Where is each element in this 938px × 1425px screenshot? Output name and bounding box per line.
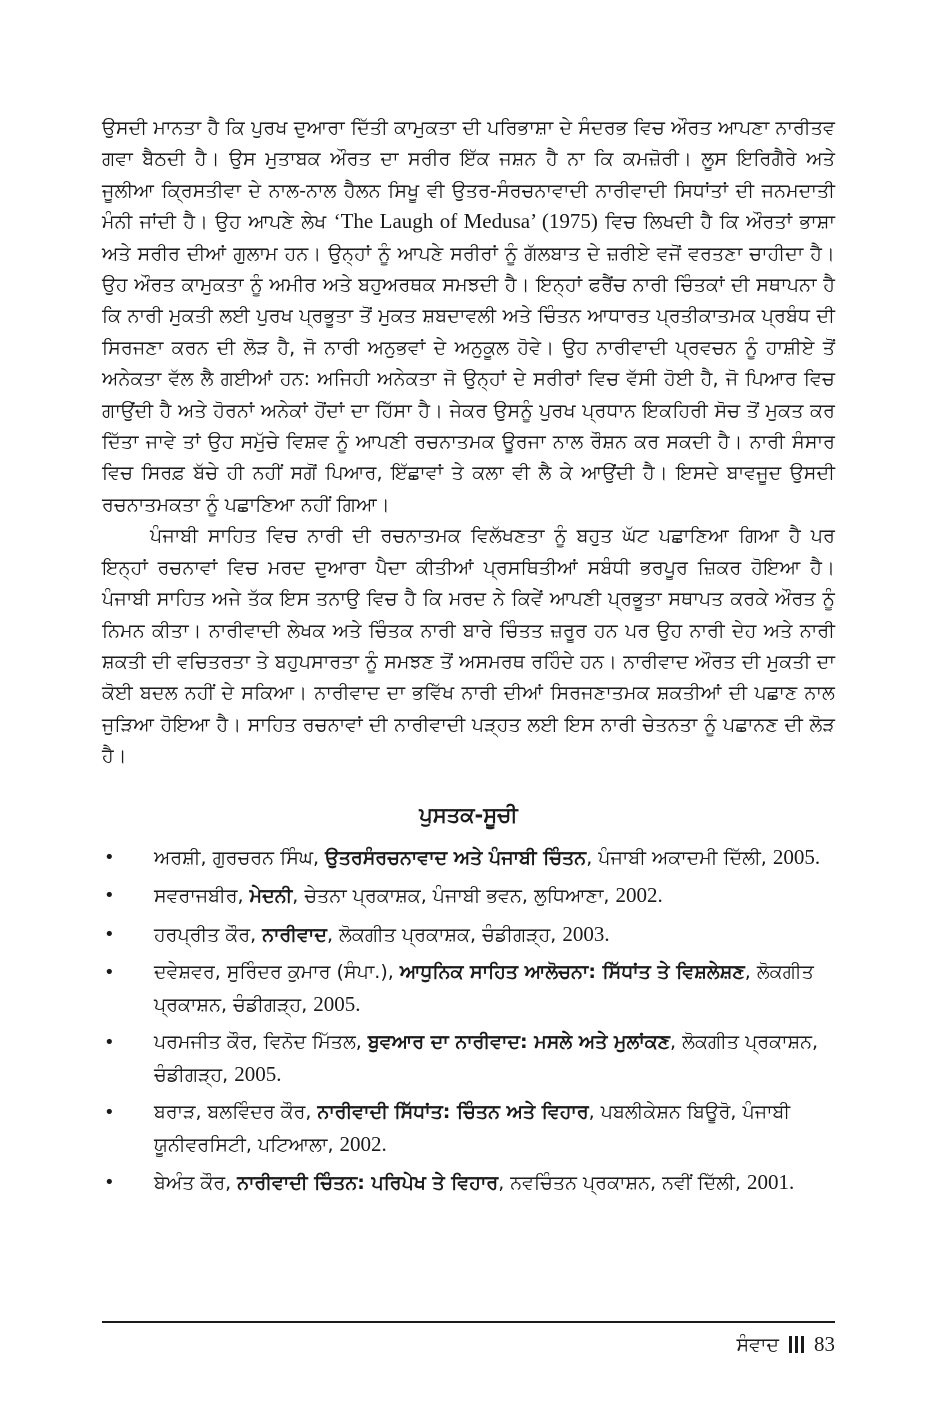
ref-year: 2005. <box>313 991 361 1016</box>
ref-publisher: , ਪਬਲੀਕੇਸ਼ਨ ਬਿਊਰੋ, ਪੰਜਾਬੀ ਯੂਨੀਵਰਸਿਟੀ, ਪਟਿਆਲਾ, <box>154 1101 791 1156</box>
ref-author: ਬੇਅੰਤ ਕੌਰ, <box>154 1172 238 1195</box>
journal-name: ਸੰਵਾਦ <box>736 1333 779 1356</box>
body-paragraph-1 <box>102 112 835 520</box>
ref-author: ਦਵੇਸ਼ਵਰ, ਸੁਰਿੰਦਰ ਕੁਮਾਰ (ਸੰਪਾ.), <box>154 961 400 984</box>
ref-year: 2005. <box>772 844 821 869</box>
bullet-icon: • <box>104 885 115 907</box>
ref-publisher: , ਪੰਜਾਬੀ ਅਕਾਦਮੀ ਦਿੱਲੀ, <box>586 846 773 869</box>
ref-year: 2005. <box>234 1061 282 1086</box>
ref-publisher: , ਲੋਕਗੀਤ ਪ੍ਰਕਾਸ਼ਨ, ਚੰਡੀਗੜ੍ਹ, <box>154 1031 819 1086</box>
bibliography-item <box>102 880 835 913</box>
bibliography-item <box>102 1167 835 1200</box>
bibliography-item <box>102 1027 835 1091</box>
ref-year: 2002. <box>615 883 663 908</box>
bullet-icon: • <box>104 1102 115 1124</box>
ref-author: ਹਰਪ੍ਰੀਤ ਕੌਰ, <box>154 923 263 946</box>
ref-title: ਨਾਰੀਵਾਦ <box>262 923 327 946</box>
ref-author: ਅਰਸ਼ੀ, ਗੁਰਚਰਨ ਸਿੰਘ, <box>154 846 326 869</box>
ref-title: ਆਧੁਨਿਕ ਸਾਹਿਤ ਆਲੋਚਨਾ: ਸਿੱਧਾਂਤ ਤੇ ਵਿਸ਼ਲੇਸ਼ਣ <box>399 961 745 984</box>
bibliography-item <box>102 842 835 875</box>
triple-bar-icon <box>789 1336 804 1354</box>
ref-year: 2002. <box>339 1131 387 1156</box>
bibliography-item <box>102 919 835 952</box>
bibliography-heading: ਪੁਸਤਕ-ਸੂਚੀ <box>419 802 518 827</box>
english-title-citation: ‘The Laugh of Medusa’ (1975) <box>333 209 598 234</box>
bullet-icon: • <box>104 1172 115 1194</box>
ref-title: ਨਾਰੀਵਾਦੀ ਸਿੱਧਾਂਤ: ਚਿੰਤਨ ਅਤੇ ਵਿਹਾਰ <box>317 1101 589 1124</box>
paragraph-text: ਵਿਚ ਲਿਖਦੀ ਹੈ ਕਿ ਔਰਤਾਂ ਭਾਸ਼ਾ ਅਤੇ ਸਰੀਰ ਦੀਆਂ ਗੁਲਾਮ ਹਨ। ਉਨ੍ਹਾਂ ਨੂੰ ਆਪਣੇ ਸਰੀਰਾਂ ਨੂੰ ਗੱਲਬਾਤ ਦੇ ਜ਼ਰੀਏ ਵਜੋਂ ਵਰਤਣਾ ਚਾਹੀਦਾ ਹੈ। ਉਹ ਔਰਤ ਕਾਮੁਕਤਾ ਨੂੰ ਅਮੀਰ ਅਤੇ ਬਹੁਅਰਥਕ ਸਮਝਦੀ ਹੈ। ਇਨ੍ਹਾਂ ਫਰੈਂਚ ਨਾਰੀ ਚਿੰਤਕਾਂ ਦੀ ਸਥਾਪਨਾ ਹੈ ਕਿ ਨਾਰੀ ਮੁਕਤੀ ਲਈ ਪੁਰਖ ਪ੍ਰਭੂਤਾ ਤੋਂ ਮੁਕਤ ਸ਼ਬਦਾਵਲੀ ਅਤੇ ਚਿੰਤਨ ਆਧਾਰਤ ਪ੍ਰਤੀਕਾਤਮਕ ਪ੍ਰਬੰਧ ਦੀ ਸਿਰਜਣਾ ਕਰਨ ਦੀ ਲੋੜ ਹੈ, ਜੋ ਨਾਰੀ ਅਨੁਭਵਾਂ ਦੇ ਅਨੁਕੂਲ ਹੋਵੇ। ਉਹ ਨਾਰੀਵਾਦੀ ਪ੍ਰਵਚਨ ਨੂੰ ਹਾਸ਼ੀਏ ਤੋਂ ਅਨੇਕਤਾ ਵੱਲ ਲੈ ਗਈਆਂ ਹਨ: ਅਜਿਹੀ ਅਨੇਕਤਾ ਜੋ ਉਨ੍ਹਾਂ ਦੇ ਸਰੀਰਾਂ ਵਿਚ ਵੱਸੀ ਹੋਈ ਹੈ, ਜੋ ਪਿਆਰ ਵਿਚ ਗਾਉਂਦੀ ਹੈ ਅਤੇ ਹੋਰਨਾਂ ਅਨੇਕਾਂ ਹੋਂਦਾਂ ਦਾ ਹਿੱਸਾ ਹੈ। ਜੇਕਰ ਉਸਨੂੰ ਪੁਰਖ ਪ੍ਰਧਾਨ ਇਕਹਿਰੀ ਸੋਚ ਤੋਂ ਮੁਕਤ ਕਰ ਦਿੱਤਾ ਜਾਵੇ ਤਾਂ ਉਹ ਸਮੁੱਚੇ ਵਿਸ਼ਵ ਨੂੰ ਆਪਣੀ ਰਚਨਾਤਮਕ ਊਰਜਾ ਨਾਲ ਰੌਸ਼ਨ ਕਰ ਸਕਦੀ ਹੈ। ਨਾਰੀ ਸੰਸਾਰ ਵਿਚ ਸਿਰਫ਼ ਬੱਚੇ ਹੀ ਨਹੀਂ ਸਗੋਂ ਪਿਆਰ, ਇੱਛਾਵਾਂ ਤੇ ਕਲਾ ਵੀ ਲੈ ਕੇ ਆਉਂਦੀ ਹੈ। ਇਸਦੇ ਬਾਵਜੂਦ ਉਸਦੀ ਰਚਨਾਤਮਕਤਾ ਨੂੰ ਪਛਾਣਿਆ ਨਹੀਂ ਗਿਆ। <box>102 210 835 516</box>
bullet-icon: • <box>104 1032 115 1054</box>
page-footer <box>736 1332 835 1357</box>
ref-author: ਬਰਾੜ, ਬਲਵਿੰਦਰ ਕੌਰ, <box>154 1101 318 1124</box>
ref-year: 2003. <box>562 921 610 946</box>
bibliography-list <box>102 842 835 1200</box>
bullet-icon: • <box>104 923 115 945</box>
ref-author: ਸਵਰਾਜਬੀਰ, <box>154 885 250 908</box>
footer-divider <box>102 1321 835 1323</box>
ref-title: ਮੇਦਨੀ <box>249 885 293 908</box>
page-content <box>102 112 835 1206</box>
ref-title: ਬੁਵਆਰ ਦਾ ਨਾਰੀਵਾਦ: ਮਸਲੇ ਅਤੇ ਮੁਲਾਂਕਣ <box>367 1031 671 1054</box>
ref-author: ਪਰਮਜੀਤ ਕੌਰ, ਵਿਨੋਦ ਮਿੱਤਲ, <box>154 1031 368 1054</box>
bullet-icon: • <box>104 846 115 868</box>
ref-title: ਨਾਰੀਵਾਦੀ ਚਿੰਤਨ: ਪਰਿਪੇਖ ਤੇ ਵਿਹਾਰ <box>237 1172 499 1195</box>
ref-publisher: , ਚੇਤਨਾ ਪ੍ਰਕਾਸ਼ਕ, ਪੰਜਾਬੀ ਭਵਨ, ਲੁਧਿਆਣਾ, <box>292 885 616 908</box>
page-number: 83 <box>814 1332 835 1356</box>
ref-publisher: , ਨਵਚਿੰਤਨ ਪ੍ਰਕਾਸ਼ਨ, ਨਵੀਂ ਦਿੱਲੀ, <box>498 1172 747 1195</box>
paragraph-text: ਉਸਦੀ ਮਾਨਤਾ ਹੈ ਕਿ ਪੁਰਖ ਦੁਆਰਾ ਦਿੱਤੀ ਕਾਮੁਕਤਾ ਦੀ ਪਰਿਭਾਸ਼ਾ ਦੇ ਸੰਦਰਭ ਵਿਚ ਔਰਤ ਆਪਣਾ ਨਾਰੀਤਵ ਗਵਾ ਬੈਠਦੀ ਹੈ। ਉਸ ਮੁਤਾਬਕ ਔਰਤ ਦਾ ਸਰੀਰ ਇੱਕ ਜਸ਼ਨ ਹੈ ਨਾ ਕਿ ਕਮਜ਼ੋਰੀ। ਲੂਸ ਇਰਿਗੈਰੇ ਅਤੇ ਜੂਲੀਆ ਕ੍ਰਿਸਤੀਵਾ ਦੇ ਨਾਲ-ਨਾਲ ਹੈਲਨ ਸਿਖੂ ਵੀ ਉਤਰ-ਸੰਰਚਨਾਵਾਦੀ ਨਾਰੀਵਾਦੀ ਸਿਧਾਂਤਾਂ ਦੀ ਜਨਮਦਾਤੀ ਮੰਨੀ ਜਾਂਦੀ ਹੈ। ਉਹ ਆਪਣੇ ਲੇਖ <box>102 116 835 234</box>
ref-publisher: , ਲੋਕਗੀਤ ਪ੍ਰਕਾਸ਼ਕ, ਚੰਡੀਗੜ੍ਹ, <box>326 923 563 946</box>
ref-publisher: , ਲੋਕਗੀਤ ਪ੍ਰਕਾਸ਼ਨ, ਚੰਡੀਗੜ੍ਹ, <box>154 961 814 1016</box>
bibliography-item <box>102 957 835 1021</box>
ref-year: 2001. <box>746 1170 795 1195</box>
ref-title: ਉਤਰਸੰਰਚਨਾਵਾਦ ਅਤੇ ਪੰਜਾਬੀ ਚਿੰਤਨ <box>325 846 587 869</box>
bullet-icon: • <box>104 962 115 984</box>
bibliography-item <box>102 1097 835 1161</box>
body-paragraph-2: ਪੰਜਾਬੀ ਸਾਹਿਤ ਵਿਚ ਨਾਰੀ ਦੀ ਰਚਨਾਤਮਕ ਵਿਲੱਖਣਤਾ ਨੂੰ ਬਹੁਤ ਘੱਟ ਪਛਾਣਿਆ ਗਿਆ ਹੈ ਪਰ ਇਨ੍ਹਾਂ ਰਚਨਾਵਾਂ ਵਿਚ ਮਰਦ ਦੁਆਰਾ ਪੈਦਾ ਕੀਤੀਆਂ ਪ੍ਰਸਥਿਤੀਆਂ ਸਬੰਧੀ ਭਰਪੂਰ ਜ਼ਿਕਰ ਹੋਇਆ ਹੈ। ਪੰਜਾਬੀ ਸਾਹਿਤ ਅਜੇ ਤੱਕ ਇਸ ਤਨਾਉ ਵਿਚ ਹੈ ਕਿ ਮਰਦ ਨੇ ਕਿਵੇਂ ਆਪਣੀ ਪ੍ਰਭੂਤਾ ਸਥਾਪਤ ਕਰਕੇ ਔਰਤ ਨੂੰ ਨਿਮਨ ਕੀਤਾ। ਨਾਰੀਵਾਦੀ ਲੇਖਕ ਅਤੇ ਚਿੰਤਕ ਨਾਰੀ ਬਾਰੇ ਚਿੰਤਤ ਜ਼ਰੂਰ ਹਨ ਪਰ ਉਹ ਨਾਰੀ ਦੇਹ ਅਤੇ ਨਾਰੀ ਸ਼ਕਤੀ ਦੀ ਵਚਿਤਰਤਾ ਤੇ ਬਹੁਪਸਾਰਤਾ ਨੂੰ ਸਮਝਣ ਤੋਂ ਅਸਮਰਥ ਰਹਿੰਦੇ ਹਨ। ਨਾਰੀਵਾਦ ਔਰਤ ਦੀ ਮੁਕਤੀ ਦਾ ਕੋਈ ਬਦਲ ਨਹੀਂ ਦੇ ਸਕਿਆ। ਨਾਰੀਵਾਦ ਦਾ ਭਵਿੱਖ ਨਾਰੀ ਦੀਆਂ ਸਿਰਜਣਾਤਮਕ ਸ਼ਕਤੀਆਂ ਦੀ ਪਛਾਣ ਨਾਲ ਜੁੜਿਆ ਹੋਇਆ ਹੈ। ਸਾਹਿਤ ਰਚਨਾਵਾਂ ਦੀ ਨਾਰੀਵਾਦੀ ਪੜ੍ਹਤ ਲਈ ਇਸ ਨਾਰੀ ਚੇਤਨਤਾ ਨੂੰ ਪਛਾਨਣ ਦੀ ਲੋੜ ਹੈ। <box>102 524 835 768</box>
